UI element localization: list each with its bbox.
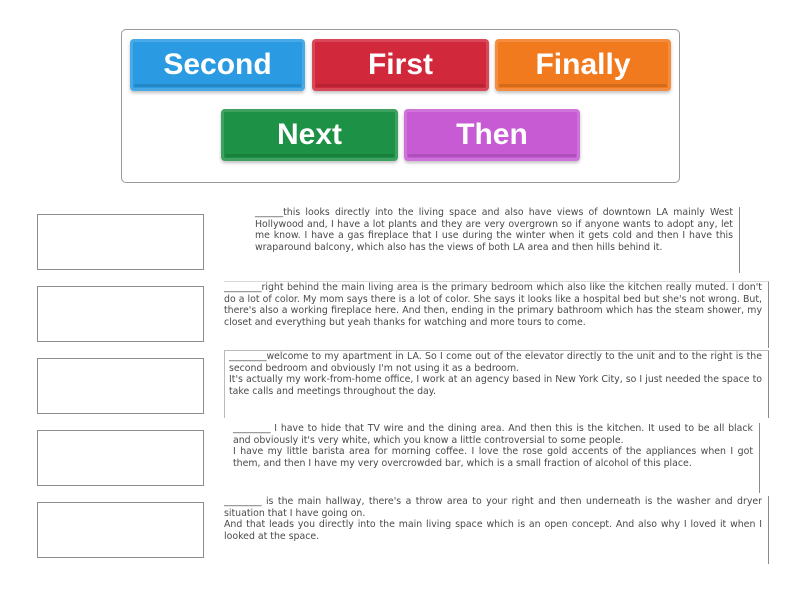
- drop-box-3[interactable]: [37, 358, 204, 414]
- word-bank: [121, 29, 680, 183]
- passage-5: [224, 496, 769, 564]
- passage-text: I have my little barista area for morning coffee. I love the rose gold accents of the appliances when I got them, and then I have my very overcrowded bar, which is a small fraction of alcohol of this place.: [233, 446, 753, 469]
- drop-box-2[interactable]: [37, 286, 204, 342]
- tile-first[interactable]: First: [312, 39, 489, 91]
- passage-text: ________welcome to my apartment in LA. So I come out of the elevator directly to the unit and to the right is the second bedroom and obviously I'm not using it as a bedroom.: [229, 351, 762, 374]
- passage-text: It's actually my work-from-home office, I work at an agency based in New York City, so I just needed the space to take calls and meetings throughout the day.: [229, 374, 762, 397]
- drop-box-4[interactable]: [37, 430, 204, 486]
- passage-3: [224, 350, 769, 418]
- tile-second[interactable]: Second: [130, 39, 305, 91]
- passage-4: [233, 423, 760, 493]
- passage-text: ________right behind the main living area is the primary bedroom which also like the kitchen really muted. I don't do a lot of color. My mom says there is a lot of color. She says it looks like a hospital bed but she's not wrong. But, there's also a working fireplace here. And then, ending in the primary bathroom which has the steam shower, my closet and everything but yeah thanks for watching and more tours to come.: [224, 282, 762, 328]
- passage-text: ______this looks directly into the living space and also have views of downtown LA mainly West Hollywood and, I have a lot plants and they are very overgrown so if anyone wants to adopt any, let me know. I have a gas fireplace that I use during the winter when it gets cold and then I have this wraparound balcony, which also has the views of both LA area and then hills behind it.: [255, 207, 733, 253]
- drop-box-1[interactable]: [37, 214, 204, 270]
- tile-next[interactable]: Next: [221, 109, 398, 161]
- passage-1: [255, 207, 740, 273]
- drop-box-5[interactable]: [37, 502, 204, 558]
- passage-text: ________ is the main hallway, there's a throw area to your right and then underneath is the washer and dryer situation that I have going on.: [224, 496, 762, 519]
- passage-2: [224, 281, 769, 348]
- passage-text: ________ I have to hide that TV wire and the dining area. And then this is the kitchen. It used to be all black and obviously it's very white, which you know a little controversial to some people.: [233, 423, 753, 446]
- tile-then[interactable]: Then: [404, 109, 580, 161]
- passage-text: And that leads you directly into the main living space which is an open concept. And also why I loved it when I looked at the space.: [224, 519, 762, 542]
- tile-finally[interactable]: Finally: [495, 39, 671, 91]
